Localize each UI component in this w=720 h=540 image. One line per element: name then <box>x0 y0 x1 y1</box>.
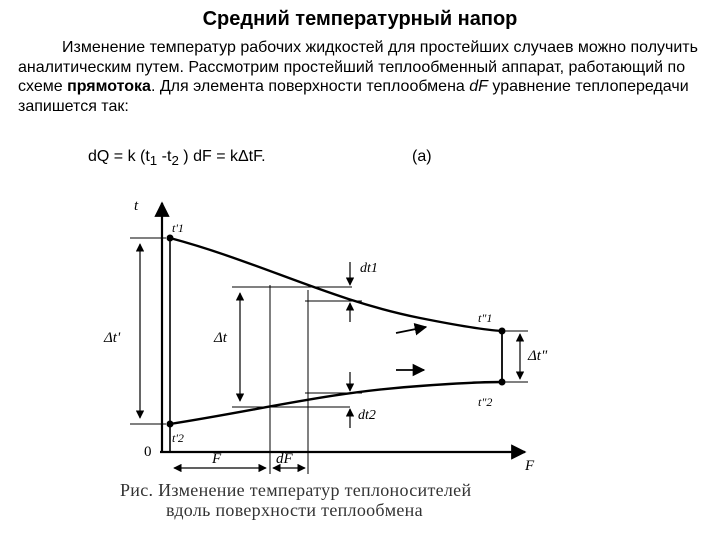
figure-caption <box>120 480 600 520</box>
t1-inlet-point <box>167 235 174 242</box>
delta-t-label: Δt <box>214 330 227 346</box>
temperature-diagram <box>0 180 720 480</box>
eq-part-a: dQ = k (t <box>88 148 150 165</box>
f-axis-label: F <box>525 458 535 474</box>
dt2-label: dt2 <box>358 408 376 423</box>
paragraph-text-1: Изменение температур рабочих жидкостей для простейших случаев можно получить аналитическим путем. Рассмотрим простейший теплообменный аппарат, работающий по схеме <box>18 39 698 95</box>
slide-title: Средний температурный напор <box>202 8 518 30</box>
paragraph-italic-term: dF <box>469 78 488 95</box>
equation-label: (а) <box>412 148 432 165</box>
t2-outlet-label: t"2 <box>478 395 493 409</box>
caption-line-2: вдоль поверхности теплообмена <box>166 500 423 520</box>
caption-line-1: Рис. Изменение температур теплоносителей <box>120 480 472 500</box>
f-dimension-label: F <box>212 451 222 467</box>
eq-sub-2: 2 <box>171 153 179 169</box>
hot-fluid-curve <box>170 238 502 331</box>
origin-label: 0 <box>144 444 152 460</box>
cold-fluid-curve <box>170 382 502 424</box>
t2-inlet-label: t'2 <box>172 431 184 445</box>
flow-arrow-hot <box>396 327 426 333</box>
eq-part-c: ) dF = kΔtF. <box>178 148 266 165</box>
t-axis-label: t <box>134 198 139 214</box>
intro-paragraph <box>18 38 708 116</box>
paragraph-text-3: уравнение теплопередачи запишется так: <box>18 78 689 115</box>
delta-t-out-label: Δt" <box>528 348 548 364</box>
dt1-label: dt1 <box>360 261 378 276</box>
t1-outlet-label: t"1 <box>478 311 493 325</box>
eq-sub-1: 1 <box>149 153 158 169</box>
eq-part-b: -t <box>157 148 172 165</box>
delta-t-in-label: Δt' <box>104 330 121 346</box>
df-dimension-label: dF <box>276 451 293 467</box>
t1-inlet-label: t'1 <box>172 221 184 235</box>
heat-transfer-equation <box>88 148 266 168</box>
t2-inlet-point <box>167 421 174 428</box>
paragraph-bold-term: прямотока <box>67 78 151 95</box>
paragraph-text-2: . Для элемента поверхности теплообмена <box>150 78 470 95</box>
